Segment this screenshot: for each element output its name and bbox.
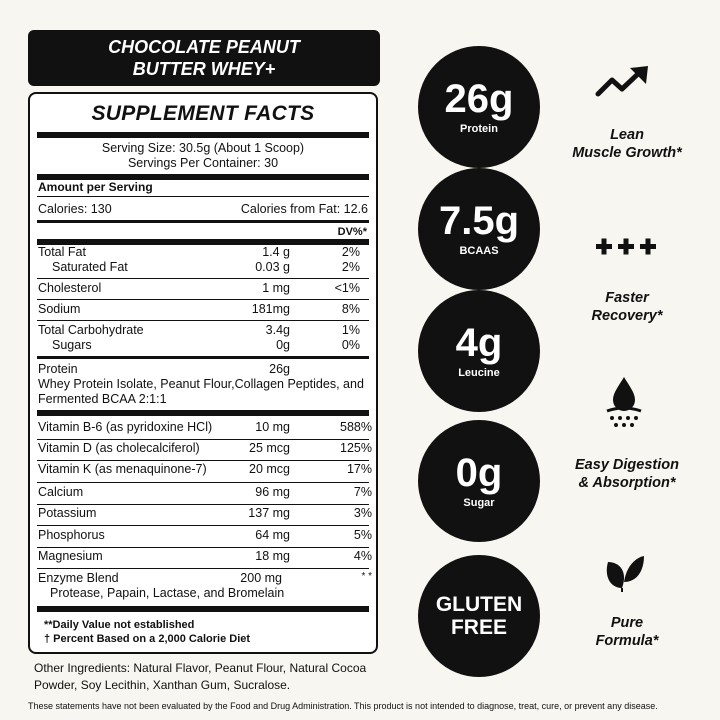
divider: [37, 525, 369, 526]
nutrient-dv: 5%: [353, 528, 372, 542]
benefit-recovery: [552, 289, 702, 325]
nutrient-dv: 3%: [353, 506, 372, 520]
nutrient-dv: 2%: [341, 260, 360, 274]
bcaa-badge: [418, 168, 540, 290]
divider: [37, 320, 369, 321]
other-ingredients: [34, 660, 379, 694]
nutrient-amount: 3.4g: [265, 323, 290, 337]
benefit-muscle-growth: [552, 126, 702, 162]
nutrient-amount: 10 mg: [255, 420, 290, 434]
gluten-free-line2: FREE: [450, 616, 507, 639]
divider: [37, 196, 369, 197]
nutrient-amount: 18 mg: [255, 549, 290, 563]
divider: [37, 132, 369, 138]
nutrient-amount: 1 mg: [262, 281, 290, 295]
badge-label: Leucine: [458, 367, 500, 379]
nutrient-dv: 2%: [341, 245, 360, 259]
nutrient-amount: 26g: [269, 362, 290, 376]
protein-sources: Whey Protein Isolate, Peanut Flour,Collagen Peptides, and: [38, 377, 364, 391]
amount-per-serving: Amount per Serving: [38, 180, 153, 194]
badge-label: Sugar: [463, 497, 495, 509]
nutrient-dv: 1%: [341, 323, 360, 337]
dv-header: DV%*: [337, 226, 367, 238]
divider: [37, 220, 369, 223]
nutrient-dv: 17%: [346, 462, 372, 476]
nutrient-dv: 7%: [353, 485, 372, 499]
nutrient-dv: * *: [361, 571, 372, 582]
nutrient-dv: 125%: [340, 441, 372, 455]
badge-label: BCAAS: [459, 245, 499, 257]
nutrient-name: Phosphorus: [38, 528, 105, 542]
leaf-icon: [600, 552, 646, 594]
nutrient-amount: 96 mg: [255, 485, 290, 499]
supplement-facts-panel: [28, 92, 378, 654]
nutrient-amount: 200 mg: [240, 571, 282, 585]
badge-value: 4g: [455, 321, 503, 365]
nutrient-name: Sodium: [38, 302, 81, 316]
product-title-banner: [28, 30, 380, 86]
protein-badge: [418, 46, 540, 168]
sugar-badge: [418, 420, 540, 542]
nutrient-name: Total Carbohydrate: [38, 323, 144, 337]
nutrient-amount: 181mg: [251, 302, 290, 316]
calories: Calories: 130: [38, 202, 112, 216]
nutrient-name: Sugars: [52, 338, 92, 352]
nutrient-name: Vitamin B-6 (as pyridoxine HCl): [38, 420, 213, 434]
benefit-line: Recovery*: [591, 308, 663, 324]
other-ingredients-line1: Other Ingredients: Natural Flavor, Peanut Flour, Natural Cocoa: [34, 661, 367, 675]
footnote-dv: **Daily Value not established: [44, 619, 195, 631]
divider: [37, 547, 369, 548]
nutrient-amount: 0g: [276, 338, 290, 352]
divider: [37, 504, 369, 505]
benefit-line: Formula*: [595, 633, 659, 649]
divider: [37, 299, 369, 300]
leucine-badge: [418, 290, 540, 412]
benefit-line: Muscle Growth*: [572, 145, 682, 161]
divider: [37, 356, 369, 359]
fda-disclaimer: These statements have not been evaluated by the Food and Drug Administration. This product is not intended to diagnose, treat, cure, or prevent any disease.: [28, 701, 658, 711]
nutrient-amount: 137 mg: [248, 506, 290, 520]
servings-per-container: Servings Per Container: 30: [127, 156, 279, 170]
badge-value: 7.5g: [438, 199, 520, 243]
benefit-line: Faster: [605, 290, 649, 306]
benefit-line: Pure: [610, 615, 644, 631]
plus-signs-icon: [594, 236, 658, 258]
nutrient-dv: 8%: [341, 302, 360, 316]
nutrient-amount: 64 mg: [255, 528, 290, 542]
benefit-line: Easy Digestion: [575, 457, 679, 473]
facts-title: SUPPLEMENT FACTS: [91, 102, 315, 125]
divider: [37, 482, 369, 483]
benefit-digestion: [552, 456, 702, 492]
divider: [37, 439, 369, 440]
nutrient-amount: 20 mcg: [249, 462, 290, 476]
nutrient-name: Calcium: [38, 485, 84, 499]
calories-from-fat: Calories from Fat: 12.6: [240, 202, 368, 216]
trending-up-icon: [594, 62, 652, 102]
gluten-free-line1: GLUTEN: [435, 593, 523, 616]
badge-value: 0g: [455, 451, 503, 495]
droplet-absorption-icon: [604, 375, 644, 433]
badge-value: 26g: [444, 77, 514, 121]
nutrient-name: Total Fat: [38, 245, 86, 259]
benefit-line: Lean: [610, 127, 644, 143]
divider: [37, 460, 369, 461]
divider: [37, 278, 369, 279]
divider: [37, 606, 369, 612]
footnote-calorie: † Percent Based on a 2,000 Calorie Diet: [44, 633, 251, 645]
product-name-line2: BUTTER WHEY+: [132, 59, 276, 79]
enzyme-detail: Protease, Papain, Lactase, and Bromelain: [50, 586, 285, 600]
nutrient-name: Potassium: [38, 506, 97, 520]
nutrient-amount: 25 mcg: [249, 441, 290, 455]
nutrient-name: Vitamin D (as cholecalciferol): [38, 441, 200, 455]
badge-label: Protein: [460, 123, 498, 135]
nutrient-name: Vitamin K (as menaquinone-7): [38, 462, 207, 476]
nutrient-dv: 0%: [341, 338, 360, 352]
nutrient-name: Magnesium: [38, 549, 103, 563]
gluten-free-badge: [418, 555, 540, 677]
nutrient-amount: 1.4 g: [262, 245, 290, 259]
nutrient-amount: 0.03 g: [255, 260, 290, 274]
nutrient-name: Saturated Fat: [52, 260, 128, 274]
nutrient-dv: <1%: [334, 281, 360, 295]
other-ingredients-line2: Powder, Soy Lecithin, Xanthan Gum, Sucralose.: [34, 678, 291, 692]
product-name-line1: CHOCOLATE PEANUT: [108, 37, 300, 57]
protein-sources: Fermented BCAA 2:1:1: [38, 392, 167, 406]
nutrient-dv: 4%: [353, 549, 372, 563]
serving-size: Serving Size: 30.5g (About 1 Scoop): [101, 141, 305, 155]
nutrient-name: Enzyme Blend: [38, 571, 119, 585]
nutrient-name: Cholesterol: [38, 281, 102, 295]
benefit-pure-formula: [552, 614, 702, 650]
benefit-line: & Absorption*: [578, 475, 676, 491]
nutrient-name: Protein: [38, 362, 78, 376]
divider: [37, 410, 369, 416]
nutrient-dv: 588%: [340, 420, 372, 434]
